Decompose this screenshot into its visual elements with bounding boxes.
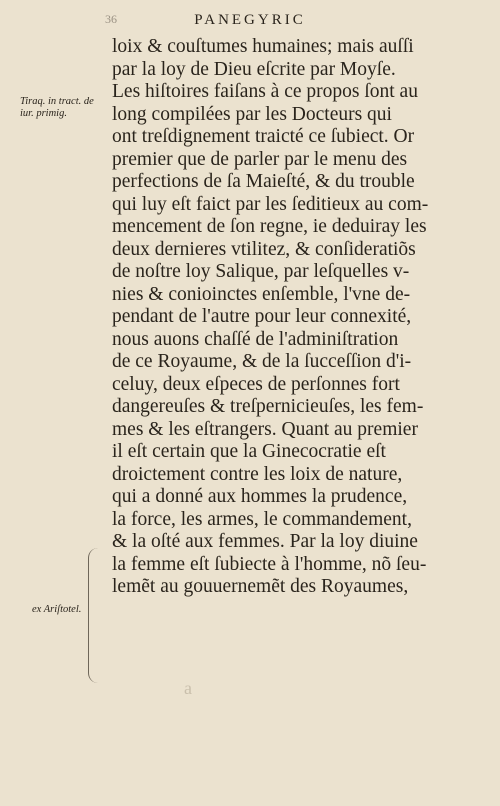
text-line: & la oſté aux femmes. Par la loy diuine (112, 531, 418, 552)
text-line: mes & les eſtrangers. Quant au premier (112, 418, 418, 440)
margin-note-tiraq: Tiraq. in tract. de iur. primig. (20, 96, 94, 119)
text-line: perfections de ſa Maieſté, & du trouble (112, 171, 415, 192)
text-line: long compilées par les Docteurs qui (112, 103, 392, 125)
text-line: de ce Royaume, & de la ſucceſſion d'i- (112, 351, 412, 372)
text-line: nous auons chaſſé de l'adminiſtration (112, 328, 399, 350)
text-line: deux dernieres vtilitez, & conſideratiõs (112, 238, 416, 260)
text-line: celuy, deux eſpeces de perſonnes fort (112, 373, 400, 395)
margin-note-aristotle: ex Ariſtotel. (32, 604, 82, 615)
body-text (112, 36, 464, 599)
text-line: Les hiſtoires faiſans à ce propos ſont au (112, 81, 418, 102)
text-line: qui luy eſt faict par les ſeditieux au com- (112, 193, 429, 215)
text-line: premier que de parler par le menu des (112, 148, 408, 170)
page-number: 36 (105, 12, 117, 26)
text-line: ont treſdignement traicté ce ſubiect. Or (112, 126, 415, 147)
text-line: qui a donné aux hommes la prudence, (112, 486, 408, 507)
text-line: il eſt certain que la Ginecocratie eſt (112, 441, 386, 462)
text-line: par la loy de Dieu eſcrite par Moyſe. (112, 58, 396, 80)
text-line: pendant de l'autre pour leur connexité, (112, 306, 412, 327)
text-line: de noſtre loy Salique, par leſquelles v- (112, 261, 410, 282)
text-line: la force, les armes, le commandement, (112, 508, 412, 530)
text-line: dangereuſes & treſpernicieuſes, les fem- (112, 396, 424, 417)
text-line: lemẽt au gouuernemẽt des Royaumes, (112, 576, 409, 597)
text-line: loix & couſtumes humaines; mais auſſi (112, 36, 414, 57)
running-header: PANEGYRIC (194, 12, 306, 28)
text-line: mencement de ſon regne, ie deduiray les (112, 216, 427, 237)
text-line: la femme eſt ſubiecte à l'homme, nõ ſeu- (112, 553, 427, 575)
text-line: droictement contre les loix de nature, (112, 463, 403, 485)
text-line: nies & conioinctes enſemble, l'vne de- (112, 283, 411, 305)
marginal-bracket (88, 548, 101, 683)
catchword: a (184, 678, 192, 698)
